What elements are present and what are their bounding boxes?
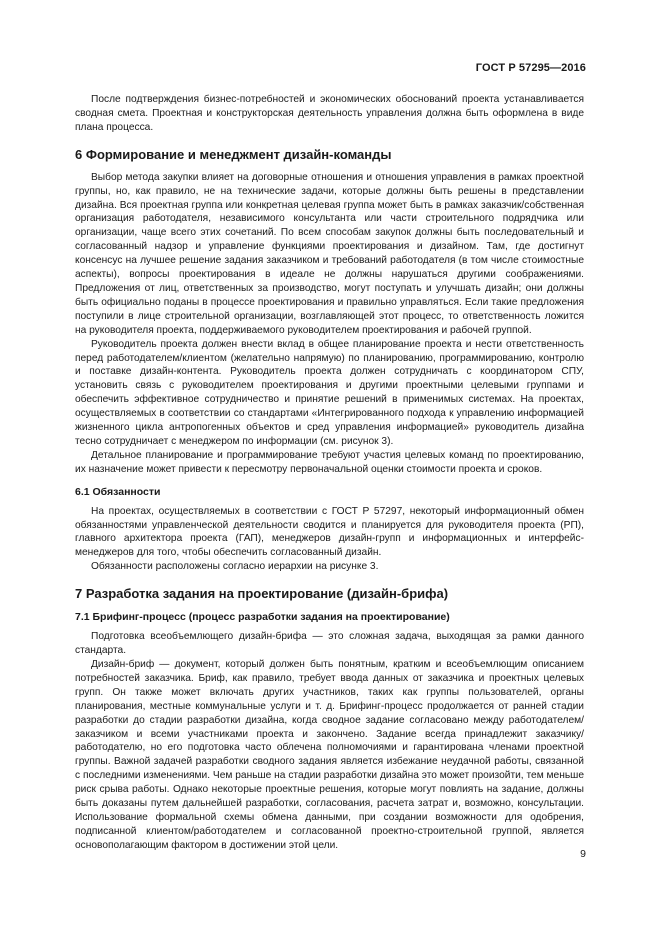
section-6-title: 6 Формирование и менеджмент дизайн-команды [75,146,392,162]
subsection-7-1-paragraph-2: Дизайн-бриф — документ, который должен быть понятным, кратким и всеобъемлющим описанием потребностей заказчика. Бриф, как правило, требует ввода данных от заказчика и проектных целевых групп. Он также может включать других участников, таких как группы пользователей, органы планирования, местные коммунальные услуги и т. д. Брифинг-процесс продолжается от ранней стадии разработки до стадии разработки дизайна, когда сводное задание согласовано между работодателем/заказчиком и всеми участниками проекта и закончено. Задание всегда принадлежит заказчику/работодателю, но его подготовка часто облечена полномочиями и гарантирована членами проектной группы. Важной задачей разработки сводного задания является избежание неудачной работы, связанной с последними изменениями. Чем раньше на стадии разработки дизайна это может произойти, тем меньше риск срыва работы. Однако некоторые проектные решения, которые могут повлиять на задание, должны быть доказаны путем дальнейшей разработки, согласования, расчета затрат и, возможно, консультации. Использование формальной схемы обмена данными, при создании возможности для одобрения, подписанной клиентом/работодателем и согласованной проектно-строительной группой, является основополагающим фактором в достижении этой цели. [75,659,584,851]
intro-paragraph: После подтверждения бизнес-потребностей и экономических обоснований проекта устанавливается сводная смета. Проектная и конструкторская деятельность управления должна быть оформлена в виде плана процесса. [75,94,584,133]
subsection-6-1-paragraph-2: Обязанности расположены согласно иерархии на рисунке 3. [91,561,379,573]
page-number: 9 [580,848,586,860]
section-6-paragraph-1: Выбор метода закупки влияет на договорные отношения и отношения управления в рамках проектной группы, но, как правило, не на технические задачи, которые должны быть решены в представлении дизайна. Вся проектная группа или конкретная целевая группа может быть в рамках заказчик/собственная организация работодателя, независимого консультанта или части строительного подрядчика или организации, чаще всего этих сочетаний. По всем способам закупок должны быть последовательный и согласованный надзор и управление функциями проектирования и дизайном. Там, где достигнут консенсус на лучшее решение задания заказчиком и требований работодателя (в том числе стоимостные аспекты), вопросы проектирования в идеале не должны нарушаться другими соображениями. Предложения от лиц, ответственных за производство, могут поступать и улучшать дизайн; они должны быть официально поданы в процессе проектирования и правильно управляться. Если такие предложения поступили в лице строительной организации, возглавляющей этот процесс, то ответственность ложится на руководителя проекта, поддерживаемого руководителем проектирования и рабочей группой. [75,171,584,336]
subsection-7-1-paragraph-1: Подготовка всеобъемлющего дизайн-брифа — это сложная задача, выходящая за рамки данного стандарта. [75,631,584,657]
section-6-paragraph-3: Детальное планирование и программирование требуют участия целевых команд по проектированию, их назначение может привести к пересмотру первоначальной оценки стоимости проекта и сроков. [75,449,584,475]
document-body [75,93,584,853]
document-id-header: ГОСТ Р 57295—2016 [475,62,586,74]
subsection-7-1-title: 7.1 Брифинг-процесс (процесс разработки задания на проектирование) [75,611,450,624]
section-7-title: 7 Разработка задания на проектирование (дизайн-брифа) [75,586,449,602]
subsection-6-1-paragraph-1: На проектах, осуществляемых в соответствии с ГОСТ Р 57297, некоторый информационный обмен обязанностями управленческой деятельности сводится и планируется для руководителя проекта (РП), главного архитектора проекта (ГАП), менеджеров дизайн-групп и информационных и интерфейс-менеджеров для того, чтобы обеспечить согласованный дизайн. [75,505,584,559]
subsection-6-1-title: 6.1 Обязанности [75,485,161,498]
section-6-paragraph-2: Руководитель проекта должен внести вклад в общее планирование проекта и нести ответственность перед работодателем/клиентом (желательно напрямую) по планированию, программированию, контролю и поставке дизайн-контента. Руководитель проекта должен сотрудничать с координатором СПУ, установить связь с руководителем проектирования и другими проектными целевыми группами и обеспечить эффективное сотрудничество и принятие решений в применимых системах. На проектах, осуществляемых в соответствии со стандартами «Интегрированного подхода к управлению информацией жизненного цикла антропогенных объектов и сред управления информацией» руководитель дизайна тесно сотрудничает с менеджером по информации (см. рисунок 3). [75,338,584,447]
